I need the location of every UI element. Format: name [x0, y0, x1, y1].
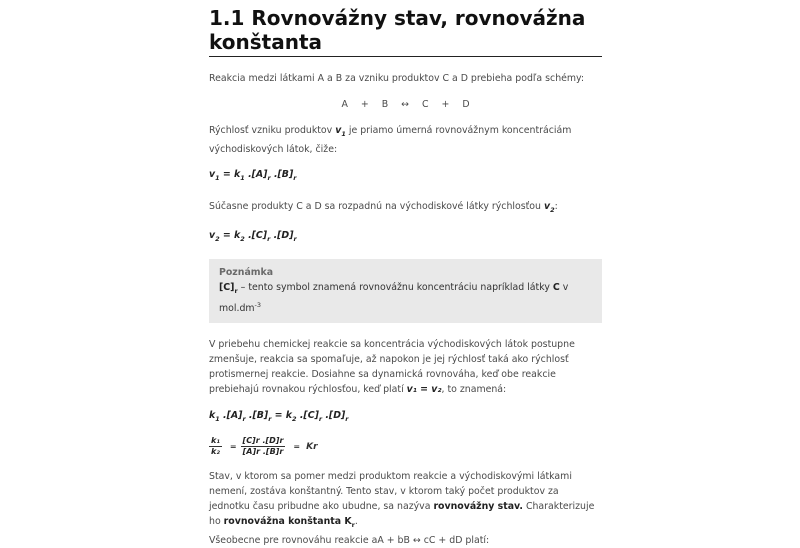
equilibrium-state-paragraph: Stav, v ktorom sa pomer medzi produktom reakcie a východiskovými látkami nemení, zostáva konštantný. Tento stav, v ktorom taký počet produktov za jednotku času pribudne ako ubudne, sa nazýva rovnovážny stav. Charakterizuje ho rovnovážna konštanta $K_r$. Všeobecne pre rovnováhu reakcie aA + bB ↔ cC + dD platí:: [209, 471, 595, 547]
k-ratio-fraction: $\frac{\text{k₁}}{\text{k₂}}$: [211, 436, 220, 457]
rate-text-after: je priamo úmerná rovnovážnym koncentráciám východiskových látok, čiže:: [209, 125, 572, 155]
intro-paragraph: Reakcia medzi látkami A a B za vzniku produktov C a D prebieha podľa schémy:: [209, 73, 585, 84]
page-title-line2: konštanta: [209, 30, 322, 54]
rate-equation-2: $v_2 = k_2$ $.[C]_r$ $.[D]_r$: [209, 229, 297, 243]
fraction-equals-1: =: [229, 442, 237, 452]
scheme-plus-2: +: [441, 99, 450, 110]
scheme-b: B: [381, 99, 389, 110]
scheme-plus-1: +: [360, 99, 369, 110]
scheme-arrow: ↔: [401, 99, 409, 110]
rate-paragraph: [209, 123, 602, 157]
dynamic-equilibrium-paragraph: V priebehu chemickej reakcie sa koncentrácia východiskových látok postupne zmenšuje, reakcia sa spomaľuje, až napokon je jej rýchlosť taká ako rýchlosť protismernej reakcie. Dosiahne sa dynamická rovnováha, keď obe reakcie prebiehajú rovnakou rýchlosťou, keď platí v₁ = v₂, to znamená:: [209, 338, 575, 395]
note-text: $[C]_r$ – tento symbol znamená rovnovážnu koncentráciu napríklad látky C v $mol.dm^{-3}$: [219, 281, 569, 315]
page-title: [209, 6, 602, 57]
note-box: [209, 259, 602, 323]
rate-text-before: Rýchlosť vzniku produktov: [209, 125, 336, 136]
rate-var: $v_1$: [335, 125, 346, 138]
simultaneous-paragraph: Súčasne produkty C a D sa rozpadnú na východiskové látky rýchlosťou $v_2$:: [209, 200, 558, 214]
page-title-line1: 1.1 Rovnovážny stav, rovnovážna: [209, 6, 586, 30]
scheme-a: A: [341, 99, 348, 110]
reaction-scheme: [209, 99, 602, 110]
note-title: Poznámka: [219, 266, 274, 278]
rate-equation-1: $v_1 = k_1$ $.[A]_r$ $.[B]_r$: [209, 168, 297, 182]
equilibrium-constant-symbol: Kr: [306, 441, 318, 452]
scheme-d: D: [462, 99, 470, 110]
equilibrium-equation: $k_1$ $.[A]_r$ $.[B]_r = k_2$ $.[C]_r$ $.[D]_r$: [209, 409, 349, 423]
article-content: [209, 0, 602, 548]
general-equation-line: Všeobecne pre rovnováhu reakcie aA + bB ↔ cC + dD platí:: [209, 535, 490, 547]
constant-fraction-equation: [209, 436, 602, 457]
concentration-fraction: $\frac{[C]r .[D]r}{[A]r .[B]r}$: [242, 436, 284, 457]
fraction-equals-2: =: [293, 442, 301, 452]
scheme-c: C: [421, 99, 429, 110]
